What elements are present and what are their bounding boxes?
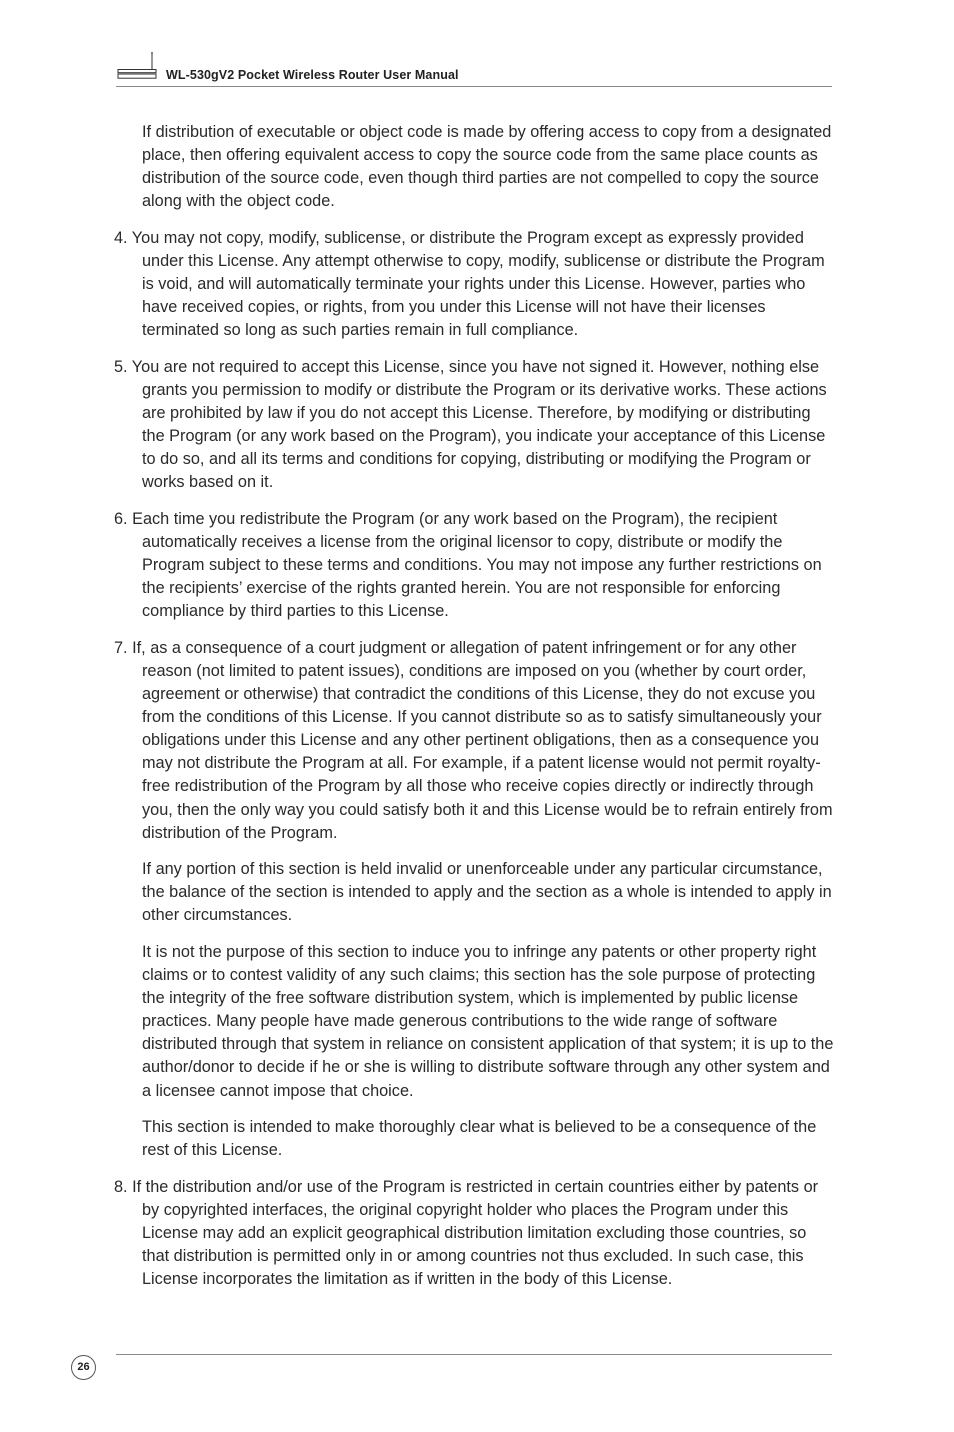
page-number-badge: 26 bbox=[71, 1355, 96, 1380]
license-text bbox=[114, 121, 834, 1305]
paragraph-severability: If any portion of this section is held invalid or unenforceable under any particular circumstance, the balance of the section is intended to apply and the section as a whole is intended to apply in other circumstances. bbox=[142, 860, 832, 925]
clause-7: 7. If, as a consequence of a court judgment or allegation of patent infringement or for any other reason (not limited to patent issues), conditions are imposed on you (whether by court order, agreement or otherwise) that contradict the conditions of this License, they do not excuse you from the conditions of this License. If you cannot distribute so as to satisfy simultaneously your obligations under this License and any other pertinent obligations, then as a consequence you may not distribute the Program at all. For example, if a patent license would not permit royalty-free redistribution of the Program by all those who receive copies directly or indirectly through you, then the only way you could satisfy both it and this License would be to refrain entirely from distribution of the Program. bbox=[114, 638, 833, 842]
clause-8: 8. If the distribution and/or use of the Program is restricted in certain countries either by patents or by copyrighted interfaces, the original copyright holder who places the Program under this License may add an explicit geographical distribution limitation excluding those countries, so that distribution is permitted only in or among countries not thus excluded. In such case, this License incorporates the limitation as if written in the body of this License. bbox=[114, 1177, 819, 1289]
clause-4: 4. You may not copy, modify, sublicense, or distribute the Program except as expressly provided under this License. Any attempt otherwise to copy, modify, sublicense or distribute the Program is void, and will automatically terminate your rights under this License. However, parties who have received copies, or rights, from you under this License will not have their licenses terminated so long as such parties remain in full compliance. bbox=[114, 228, 825, 340]
paragraph-purpose: It is not the purpose of this section to induce you to infringe any patents or other property right claims or to contest validity of any such claims; this section has the sole purpose of protecting the integrity of the free software distribution system, which is implemented by public license practices. Many people have made generous contributions to the wide range of software distributed through that system in reliance on consistent application of that system; it is up to the author/donor to decide if he or she is willing to distribute software through any other system and a licensee cannot impose that choice. bbox=[142, 943, 834, 1100]
router-icon bbox=[116, 50, 158, 82]
paragraph-distribution-access: If distribution of executable or object code is made by offering access to copy from a designated place, then offering equivalent access to copy the source code from the same place counts as distribution of the source code, even though third parties are not compelled to copy the source along with the object code. bbox=[142, 123, 832, 211]
manual-title: WL-530gV2 Pocket Wireless Router User Manual bbox=[166, 68, 459, 82]
footer-divider bbox=[116, 1354, 832, 1355]
page-header bbox=[116, 50, 832, 90]
clause-6: 6. Each time you redistribute the Program (or any work based on the Program), the recipient automatically receives a license from the original licensor to copy, distribute or modify the Program subject to these terms and conditions. You may not impose any further restrictions on the recipients’ exercise of the rights granted herein. You are not responsible for enforcing compliance by third parties to this License. bbox=[114, 509, 822, 621]
paragraph-clarification: This section is intended to make thoroughly clear what is believed to be a consequence of the rest of this License. bbox=[142, 1118, 817, 1160]
clause-5: 5. You are not required to accept this License, since you have not signed it. However, nothing else grants you permission to modify or distribute the Program or its derivative works. These actions are prohibited by law if you do not accept this License. Therefore, by modifying or distributing the Program (or any work based on the Program), you indicate your acceptance of this License to do so, and all its terms and conditions for copying, distributing or modifying the Program or works based on it. bbox=[114, 357, 827, 492]
header-divider bbox=[116, 86, 832, 87]
